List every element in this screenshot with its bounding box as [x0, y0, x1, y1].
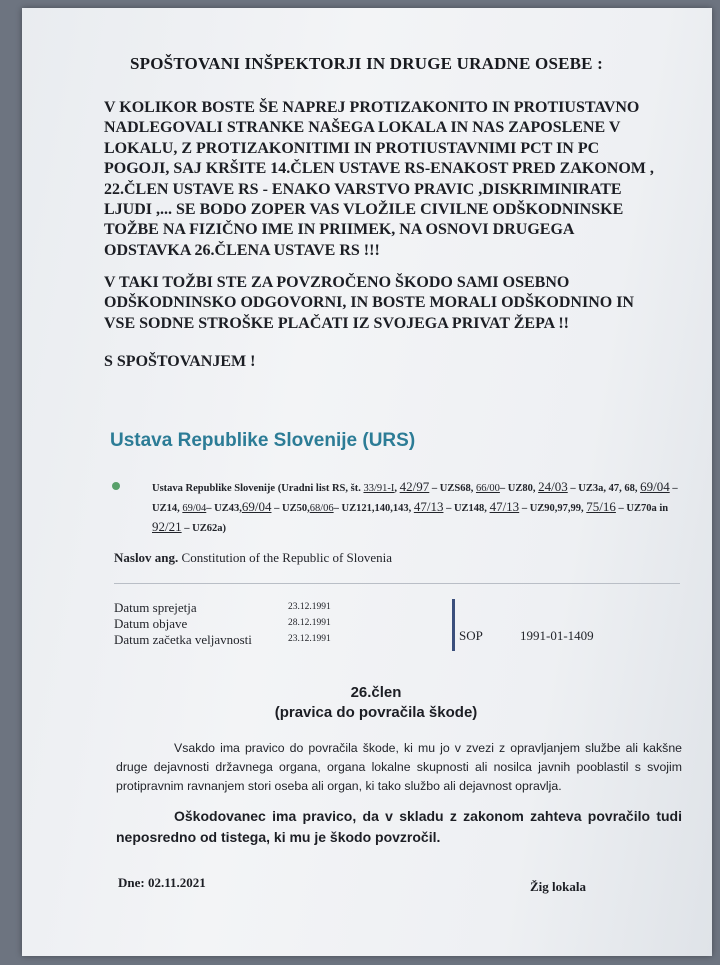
warning-line: ODSTAVKA 26.ČLENA USTAVE RS !!! [104, 241, 380, 259]
stamp-label: Žig lokala [530, 879, 586, 894]
citation-text: – UZ80, [499, 483, 539, 494]
date-value: 23.12.1991 [288, 602, 331, 612]
gazette-link[interactable]: 69/04 [640, 479, 670, 494]
date-value: 23.12.1991 [288, 634, 331, 644]
closing: S SPOŠTOVANJEM ! [104, 353, 256, 370]
warning-line: POGOJI, SAJ KRŠITE 14.ČLEN USTAVE RS-ENAKOST PRED ZAKONOM , [104, 160, 654, 178]
constitution-heading: Ustava Republike Slovenije (URS) [110, 430, 416, 451]
warning-line: TOŽBE NA FIZIČNO IME IN PRIIMEK, NA OSNOVI DRUGEGA [104, 221, 575, 239]
warning-paragraph [104, 98, 704, 261]
printed-notice-sheet [22, 8, 712, 956]
article-paragraph-2: Oškodovanec ima pravico, da v skladu z zakonom zahteva povračilo tudi neposredno od tistega, ki mu je škodo povzročil. [116, 808, 682, 845]
liability-paragraph [104, 273, 704, 334]
warning-line: NADLEGOVALI STRANKE NAŠEGA LOKALA IN NAS ZAPOSLENE V [104, 119, 621, 137]
gazette-link[interactable]: 68/06 [309, 503, 334, 514]
gazette-link[interactable]: 66/00 [475, 483, 500, 494]
english-title-value: Constitution of the Republic of Slovenia [178, 550, 393, 565]
date-label: Datum začetka veljavnosti [114, 632, 252, 647]
gazette-link[interactable]: 47/13 [489, 499, 520, 514]
sop-divider [452, 599, 455, 651]
gazette-citation [152, 478, 692, 538]
gazette-link[interactable]: 92/21 [152, 519, 182, 534]
citation-text: – UZS68, [429, 483, 476, 494]
citation-text: – UZ62a) [181, 523, 226, 534]
warning-line: LJUDI ,... SE BODO ZOPER VAS VLOŽILE CIVILNE ODŠKODNINSKE [104, 201, 624, 219]
gazette-link[interactable]: 24/03 [538, 479, 568, 494]
divider [114, 583, 680, 584]
date-label: Datum sprejetja [114, 600, 197, 615]
gazette-link[interactable]: 69/04 [241, 499, 272, 514]
gazette-link[interactable]: 75/16 [586, 499, 616, 514]
gazette-link[interactable]: 69/04 [182, 503, 207, 514]
salutation: SPOŠTOVANI INŠPEKTORJI IN DRUGE URADNE OSEBE : [130, 54, 604, 73]
sop-value: 1991-01-1409 [520, 628, 594, 643]
warning-line: LOKALU, Z PROTIZAKONITIMI IN PROTIUSTAVNIMI PCT IN PC [104, 139, 600, 157]
date-label: Datum objave [114, 616, 188, 631]
gazette-link[interactable]: 47/13 [413, 499, 444, 514]
english-title [114, 550, 392, 566]
liability-line: V TAKI TOŽBI STE ZA POVZROČENO ŠKODO SAMI OSEBNO [104, 274, 570, 291]
citation-text: – UZ121,140,143, [333, 503, 414, 514]
article-title: (pravica do povračila škode) [274, 704, 478, 721]
document-date: Dne: 02.11.2021 [118, 875, 206, 890]
date-value: 28.12.1991 [288, 618, 331, 628]
citation-text: – UZ3a, 47, 68, [567, 483, 638, 494]
citation-text: , [394, 483, 400, 494]
citation-text: – UZ14, [152, 483, 678, 514]
warning-line: V KOLIKOR BOSTE ŠE NAPREJ PROTIZAKONITO IN PROTIUSTAVNO [104, 99, 640, 116]
gazette-link[interactable]: 33/91-I [363, 483, 395, 494]
citation-text: – UZ50, [271, 503, 310, 514]
article-paragraph-1: Vsakdo ima pravico do povračila škode, ki mu jo v zvezi z opravljanjem službe ali kakšne druge dejavnosti državnega organa, organa lokalne skupnosti ali nosilca javnih pooblastil s svojim protipravnim ravnanjem stori oseba ali organ, ki tako službo ali dejavnost opravlja. [116, 741, 682, 793]
liability-line: ODŠKODNINSKO ODGOVORNI, IN BOSTE MORALI ODŠKODNINO IN [104, 294, 634, 312]
citation-text: – UZ70a in [615, 503, 669, 514]
gazette-link[interactable]: 42/97 [399, 479, 430, 494]
citation-text: – UZ43, [206, 503, 242, 514]
citation-text: Ustava Republike Slovenije (Uradni list RS, št. [152, 483, 364, 494]
english-title-label: Naslov ang. [114, 550, 179, 565]
citation-text: – UZ90,97,99, [519, 503, 584, 514]
liability-line: VSE SODNE STROŠKE PLAČATI IZ SVOJEGA PRIVAT ŽEPA !! [104, 314, 569, 332]
bullet-dot-icon [112, 482, 120, 490]
sop-label: SOP [459, 628, 483, 643]
citation-text: – UZ148, [443, 503, 490, 514]
article-number: 26.člen [350, 684, 402, 701]
warning-line: 22.ČLEN USTAVE RS - ENAKO VARSTVO PRAVIC ,DISKRIMINIRATE [104, 180, 622, 198]
